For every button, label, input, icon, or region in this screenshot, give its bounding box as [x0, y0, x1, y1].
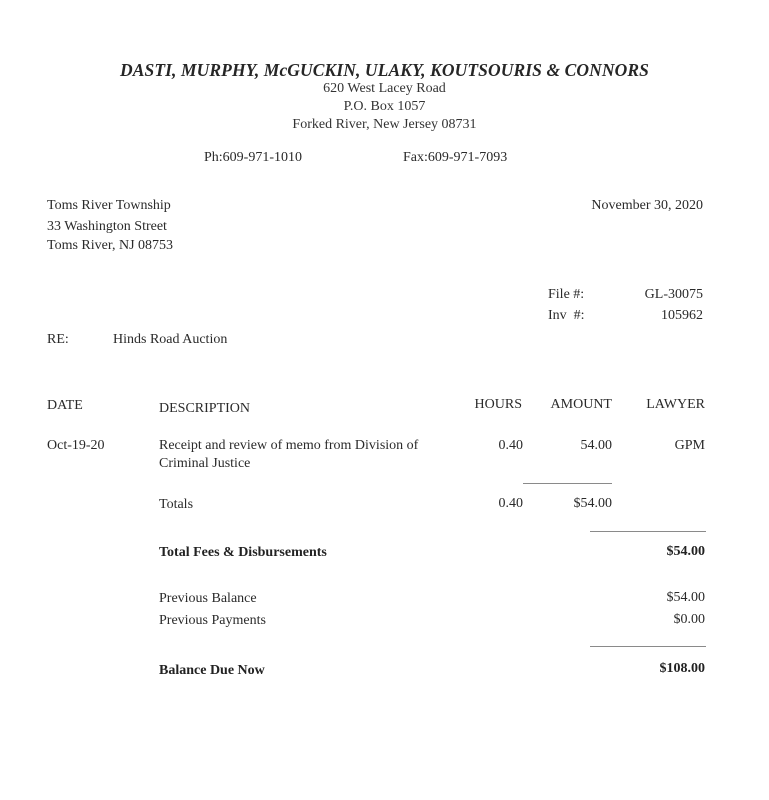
balance-due-value: $108.00	[659, 661, 705, 676]
totals-amount: $54.00	[573, 496, 612, 511]
previous-balance-value: $54.00	[666, 590, 705, 605]
row-hours: 0.40	[498, 438, 523, 453]
column-header-description: DESCRIPTION	[159, 401, 251, 416]
balance-rule	[590, 646, 706, 647]
row-lawyer: GPM	[674, 438, 705, 453]
column-header-amount: AMOUNT	[550, 397, 612, 412]
balance-due-label: Balance Due Now	[159, 663, 265, 678]
column-header-hours: HOURS	[474, 397, 522, 412]
client-city: Toms River, NJ 08753	[47, 238, 174, 253]
firm-address-line2: P.O. Box 1057	[343, 99, 426, 114]
row-amount: 54.00	[580, 438, 612, 453]
re-label: RE:	[47, 332, 69, 347]
row-description-line2: Criminal Justice	[159, 456, 251, 471]
previous-payments-value: $0.00	[673, 612, 705, 627]
previous-payments-label: Previous Payments	[159, 613, 266, 628]
amount-subtotal-rule	[523, 483, 612, 484]
client-name: Toms River Township	[47, 198, 171, 213]
file-number-value: GL-30075	[644, 287, 703, 302]
firm-name: DASTI, MURPHY, McGUCKIN, ULAKY, KOUTSOURIS & CONNORS	[119, 60, 649, 80]
firm-phone: Ph:609-971-1010	[204, 150, 302, 165]
totals-hours: 0.40	[498, 496, 523, 511]
row-description-line1: Receipt and review of memo from Division of	[159, 438, 419, 453]
previous-balance-label: Previous Balance	[159, 591, 257, 606]
file-number-label: File #:	[548, 287, 585, 302]
firm-address-line3: Forked River, New Jersey 08731	[292, 117, 477, 132]
fees-rule	[590, 531, 706, 532]
totals-label: Totals	[159, 497, 194, 512]
client-street: 33 Washington Street	[47, 219, 167, 234]
total-fees-value: $54.00	[666, 544, 705, 559]
invoice-number-value: 105962	[661, 308, 703, 323]
column-header-lawyer: LAWYER	[646, 397, 705, 412]
total-fees-label: Total Fees & Disbursements	[159, 545, 327, 560]
invoice-number-label: Inv #:	[548, 308, 585, 323]
re-value: Hinds Road Auction	[113, 332, 228, 347]
firm-fax: Fax:609-971-7093	[403, 150, 508, 165]
column-header-date: DATE	[47, 398, 83, 413]
firm-address-line1: 620 West Lacey Road	[323, 81, 446, 96]
invoice-date: November 30, 2020	[591, 198, 703, 213]
row-date: Oct-19-20	[47, 438, 105, 453]
